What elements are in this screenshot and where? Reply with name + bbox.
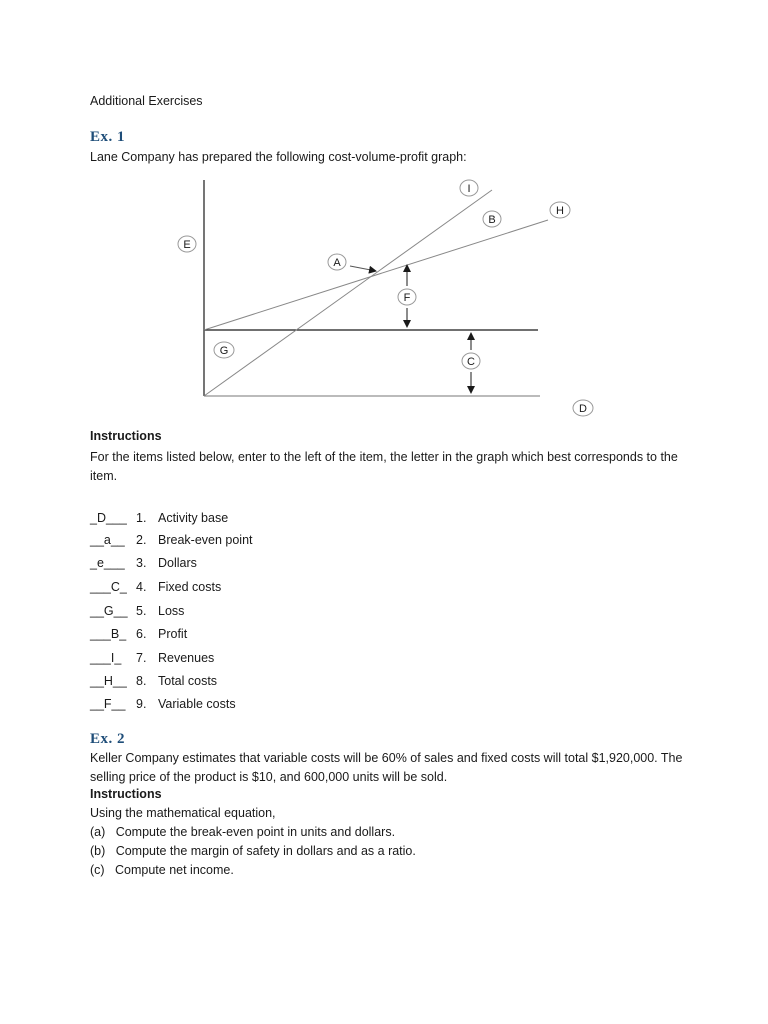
ex2-heading: Ex. 2 bbox=[90, 731, 126, 747]
item-label: Revenues bbox=[158, 651, 215, 665]
item-label: Profit bbox=[158, 627, 188, 641]
ex2-lead: Using the mathematical equation, bbox=[90, 806, 276, 820]
svg-text:B: B bbox=[488, 214, 496, 226]
total-cost-line bbox=[204, 220, 548, 330]
label-H bbox=[550, 202, 570, 218]
item-label: Dollars bbox=[158, 556, 197, 570]
ex2-part: (a) Compute the break-even point in units and dollars. bbox=[90, 825, 396, 839]
svg-text:F: F bbox=[403, 292, 411, 304]
answer-blank[interactable]: __G__ bbox=[90, 604, 128, 618]
item-label: Activity base bbox=[158, 511, 229, 525]
item-label: Total costs bbox=[158, 674, 218, 688]
label-A bbox=[328, 254, 346, 270]
answer-blank[interactable]: __H__ bbox=[90, 674, 127, 688]
item-label: Break-even point bbox=[158, 533, 253, 547]
svg-text:G: G bbox=[219, 345, 229, 357]
label-E bbox=[178, 236, 196, 252]
label-I bbox=[460, 180, 478, 196]
svg-text:E: E bbox=[183, 239, 191, 251]
svg-text:C: C bbox=[467, 356, 475, 368]
answer-blank[interactable]: __F__ bbox=[90, 697, 126, 711]
answer-blank[interactable]: ___B_ bbox=[90, 627, 127, 641]
answer-blank[interactable]: ___I_ bbox=[90, 651, 122, 665]
label-F bbox=[398, 289, 416, 305]
ex1-instructions-title: Instructions bbox=[90, 429, 162, 443]
ex2-part: (c) Compute net income. bbox=[90, 863, 234, 877]
item-label: Loss bbox=[158, 604, 185, 618]
label-B bbox=[483, 211, 501, 227]
ex1-instructions-text: For the items listed below, enter to the left of the item, the letter in the graph which best corresponds to the item. bbox=[90, 450, 678, 483]
answer-blank[interactable]: _e___ bbox=[90, 556, 125, 570]
break-even-arrow bbox=[350, 266, 376, 271]
label-D bbox=[573, 400, 593, 416]
svg-text:A: A bbox=[333, 257, 341, 269]
answer-blank[interactable]: __a__ bbox=[90, 533, 125, 547]
svg-text:D: D bbox=[579, 403, 587, 415]
page-title: Additional Exercises bbox=[90, 94, 203, 108]
cvp-graph bbox=[170, 170, 610, 430]
answer-blank[interactable]: _D___ bbox=[90, 511, 127, 525]
item-label: Variable costs bbox=[158, 697, 236, 711]
ex2-intro: Keller Company estimates that variable costs will be 60% of sales and fixed costs will total $1,920,000. The selling price of the product is $10, and 600,000 units will be sold. bbox=[90, 751, 683, 784]
item-label: Fixed costs bbox=[158, 580, 222, 594]
revenue-line bbox=[204, 190, 492, 396]
ex2-part: (b) Compute the margin of safety in dollars and as a ratio. bbox=[90, 844, 416, 858]
label-G bbox=[214, 342, 234, 358]
label-C bbox=[462, 353, 480, 369]
answer-blank[interactable]: ___C_ bbox=[90, 580, 127, 594]
ex1-intro: Lane Company has prepared the following cost-volume-profit graph: bbox=[90, 150, 467, 164]
svg-text:I: I bbox=[467, 183, 471, 195]
svg-text:H: H bbox=[556, 205, 564, 217]
ex2-instructions-title: Instructions bbox=[90, 787, 162, 801]
ex1-heading: Ex. 1 bbox=[90, 129, 126, 145]
